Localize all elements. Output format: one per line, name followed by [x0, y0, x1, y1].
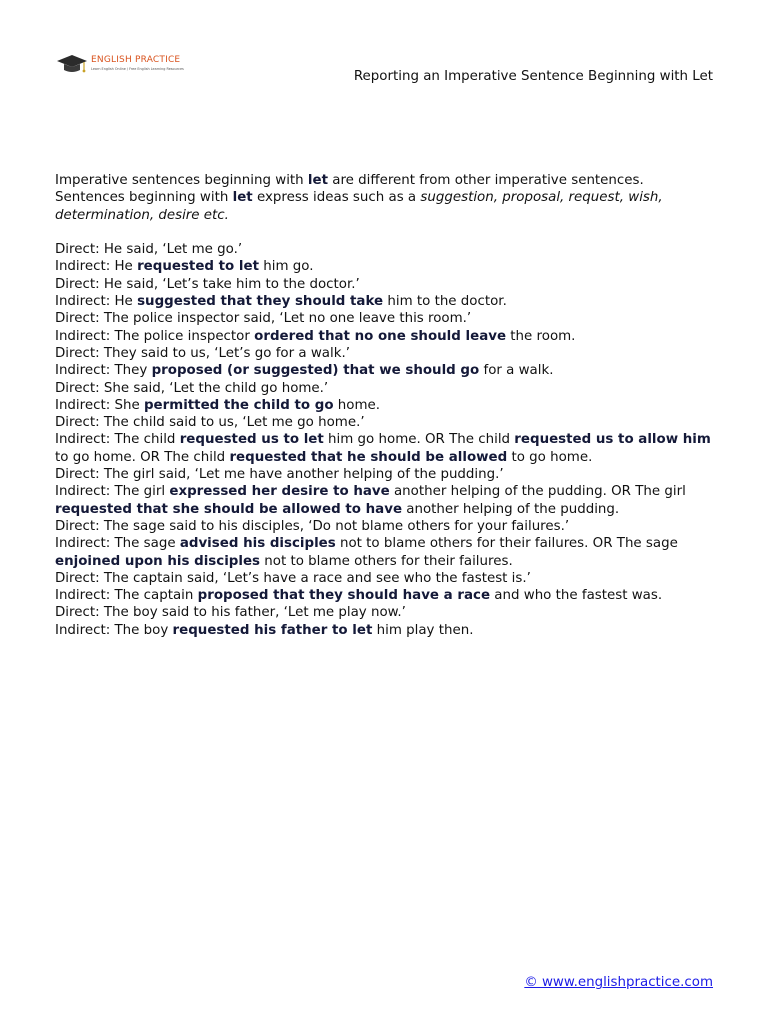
line-text: to go home. OR The child: [55, 449, 230, 465]
example-line: [55, 276, 717, 293]
example-line: [55, 258, 717, 275]
line-text: another helping of the pudding. OR The girl: [389, 484, 686, 500]
line-text: him go home. OR The child: [323, 432, 515, 448]
bold-phrase: requested to let: [137, 259, 259, 275]
line-text: him play then.: [372, 622, 474, 638]
line-text: Direct: He said, ‘Let me go.’: [55, 242, 243, 258]
line-text: are different from other imperative sentences. Sentences beginning with: [55, 173, 644, 206]
example-line: [55, 345, 717, 362]
bold-phrase: requested that she should be allowed to have: [55, 501, 403, 517]
example-line: [55, 604, 717, 621]
example-line: [55, 570, 717, 587]
line-text: him to the doctor.: [383, 294, 507, 310]
line-text: Direct: The captain said, ‘Let’s have a race and see who the fastest is.’: [55, 570, 531, 586]
example-line: [55, 414, 717, 431]
example-line: [55, 587, 717, 604]
example-line: [55, 518, 717, 535]
example-line: [55, 293, 717, 310]
line-text: Indirect: They: [55, 363, 152, 379]
bold-phrase: requested his father to let: [172, 622, 373, 638]
line-text: Direct: The sage said to his disciples, ‘Do not blame others for your failures.’: [55, 518, 570, 534]
example-line: [55, 310, 717, 327]
line-text: Indirect: She: [55, 397, 144, 413]
example-line: [55, 535, 717, 570]
bold-phrase: requested that he should be allowed: [229, 449, 508, 465]
example-line: [55, 397, 717, 414]
example-line: [55, 483, 717, 518]
example-line: [55, 622, 717, 639]
line-text: Imperative sentences beginning with: [55, 173, 308, 188]
line-text: Indirect: The girl: [55, 484, 170, 500]
line-text: another helping of the pudding.: [402, 501, 620, 517]
line-text: Indirect: He: [55, 259, 138, 275]
line-text: Indirect: The sage: [55, 536, 180, 552]
line-text: Direct: They said to us, ‘Let’s go for a walk.’: [55, 345, 350, 361]
bold-phrase: enjoined upon his disciples: [55, 553, 261, 569]
intro-paragraph: [55, 172, 717, 224]
example-line: [55, 431, 717, 466]
footer-copyright-link[interactable]: © www.englishpractice.com: [524, 975, 713, 990]
page-title: Reporting an Imperative Sentence Beginning with Let: [353, 69, 713, 84]
line-text: Direct: The girl said, ‘Let me have another helping of the pudding.’: [55, 467, 504, 483]
line-text: Indirect: The boy: [55, 622, 173, 638]
line-text: not to blame others for their failures. OR The sage: [335, 536, 678, 552]
bold-phrase: requested us to let: [179, 432, 324, 448]
line-text: him go.: [258, 259, 314, 275]
line-text: home.: [333, 397, 381, 413]
line-text: Indirect: He: [55, 294, 138, 310]
bold-phrase: advised his disciples: [179, 536, 336, 552]
logo-brand-text: ENGLISH PRACTICE: [91, 55, 181, 65]
example-line: [55, 380, 717, 397]
bold-phrase: proposed (or suggested) that we should go: [151, 363, 480, 379]
line-text: express ideas such as a: [252, 190, 421, 206]
bold-phrase: requested us to allow him: [514, 432, 711, 448]
line-text: not to blame others for their failures.: [260, 553, 513, 569]
main-content: [55, 172, 717, 639]
bold-phrase: let: [307, 173, 328, 188]
bold-phrase: expressed her desire to have: [169, 484, 390, 500]
line-text: suggestion, proposal, request, wish, determination, desire etc.: [55, 190, 663, 223]
line-text: the room.: [506, 328, 576, 344]
line-text: and who the fastest was.: [490, 588, 663, 604]
line-text: Direct: He said, ‘Let’s take him to the doctor.’: [55, 276, 360, 292]
example-line: [55, 362, 717, 379]
bold-phrase: suggested that they should take: [137, 294, 384, 310]
graduation-cap-icon: [56, 52, 88, 78]
line-text: Direct: The child said to us, ‘Let me go home.’: [55, 415, 365, 431]
line-text: Direct: The police inspector said, ‘Let no one leave this room.’: [55, 311, 472, 327]
example-line: [55, 328, 717, 345]
bold-phrase: ordered that no one should leave: [254, 328, 507, 344]
line-text: Indirect: The captain: [55, 588, 198, 604]
line-text: for a walk.: [479, 363, 554, 379]
line-text: Direct: The boy said to his father, ‘Let me play now.’: [55, 605, 406, 621]
site-logo: [56, 52, 216, 78]
line-text: Direct: She said, ‘Let the child go home.’: [55, 380, 329, 396]
bold-phrase: permitted the child to go: [143, 397, 334, 413]
line-text: Indirect: The child: [55, 432, 180, 448]
bold-phrase: let: [232, 190, 253, 206]
line-text: to go home.: [507, 449, 593, 465]
bold-phrase: proposed that they should have a race: [197, 588, 491, 604]
logo-tagline: Learn English Online / Free English Learning Resources: [91, 67, 184, 71]
example-line: [55, 241, 717, 258]
example-line: [55, 466, 717, 483]
line-text: Indirect: The police inspector: [55, 328, 255, 344]
